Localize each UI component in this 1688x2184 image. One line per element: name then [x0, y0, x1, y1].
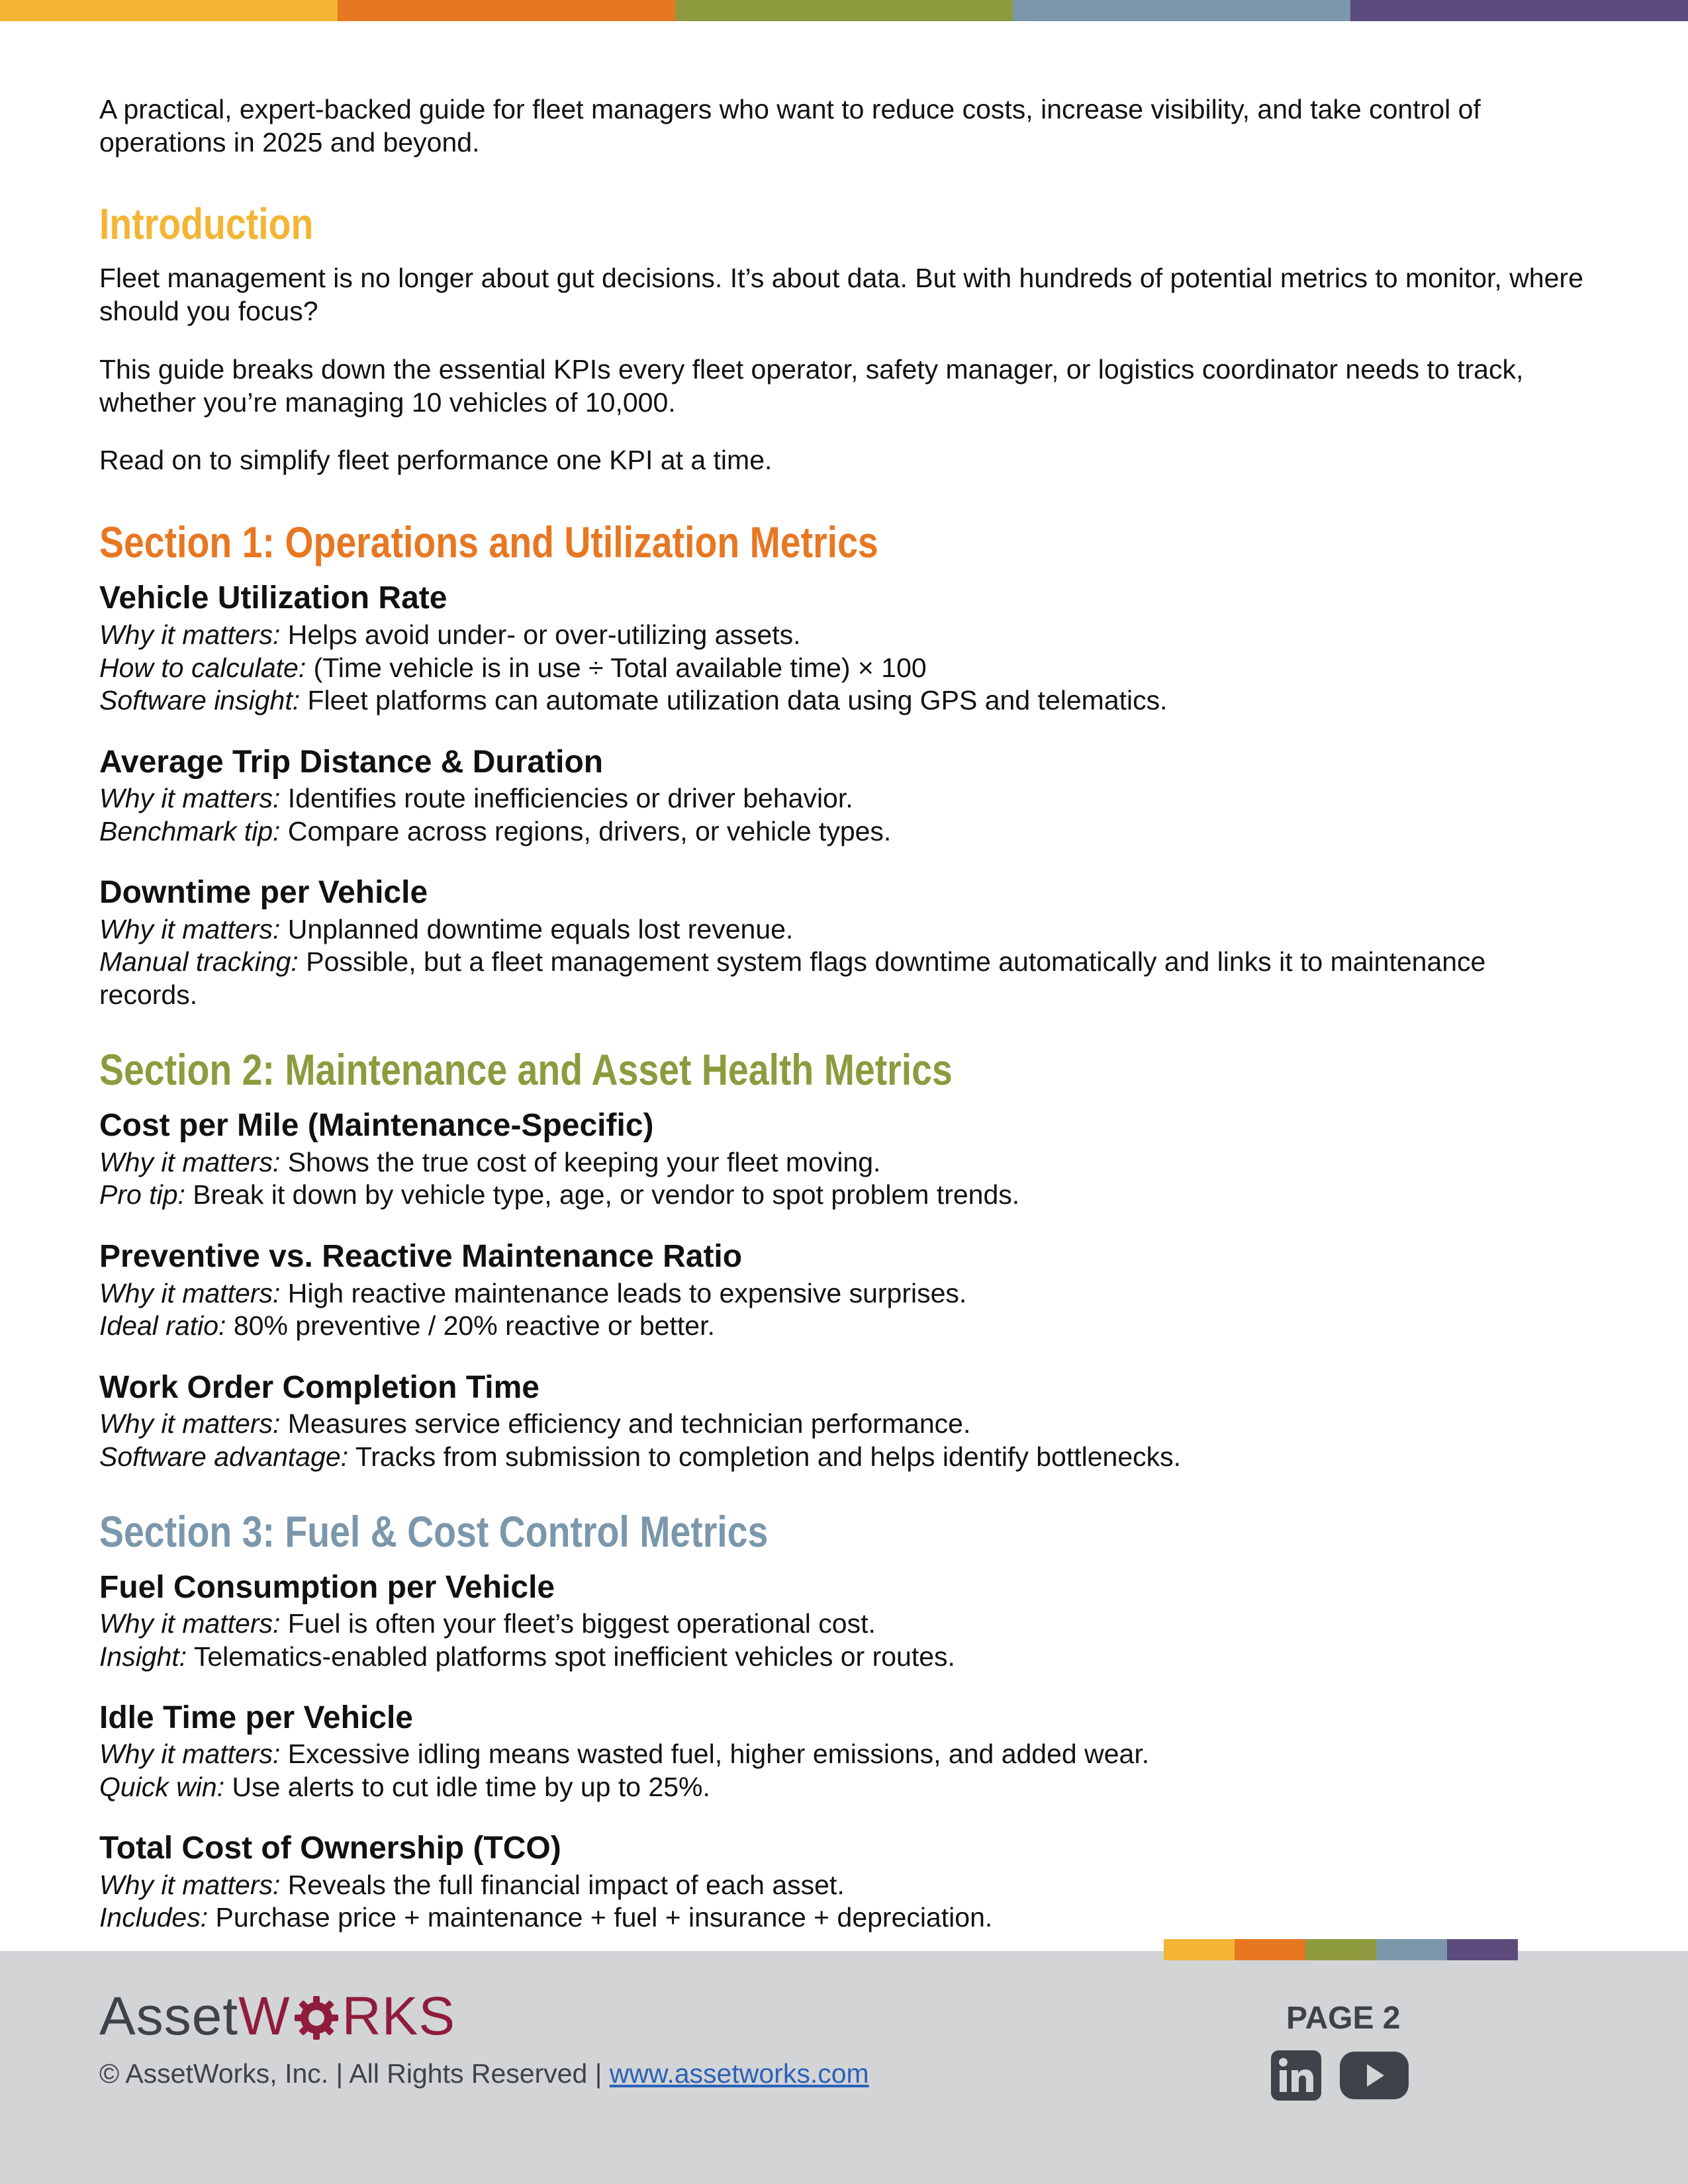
metric-line [99, 1640, 955, 1673]
metric-line-label: Pro tip: [99, 1179, 185, 1210]
metric-line-label: Manual tracking: [99, 946, 299, 977]
copyright-line [99, 2058, 869, 2089]
metric-title: Fuel Consumption per Vehicle [99, 1570, 555, 1605]
metric-line-text: Use alerts to cut idle time by up to 25%. [224, 1772, 710, 1802]
metric-line-label: How to calculate: [99, 653, 306, 683]
website-link[interactable]: www.assetworks.com [609, 2058, 869, 2089]
color-bar-olive [1305, 1939, 1376, 1960]
metric-line-text: Break it down by vehicle type, age, or vendor to spot problem trends. [185, 1179, 1020, 1210]
metric-line [99, 782, 853, 815]
metric-line [99, 1407, 970, 1440]
metric-line [99, 1309, 715, 1342]
metric-line-label: Software advantage: [99, 1441, 349, 1472]
metric-line [99, 1901, 992, 1934]
metric-line-label: Why it matters: [99, 1408, 281, 1439]
metric-line-label: Quick win: [99, 1772, 225, 1802]
metric-line-label: Software insight: [99, 685, 301, 715]
section-2-heading: Section 2: Maintenance and Asset Health Metrics [99, 1045, 953, 1094]
metric-line-label: Insight: [99, 1641, 187, 1672]
metric-title: Average Trip Distance & Duration [99, 745, 604, 780]
intro-text: A practical, expert-backed guide for fleet managers who want to reduce costs, increase visibility, and take control of operations in 2025 and beyond. [99, 94, 1481, 158]
intro-paragraph: Fleet management is no longer about gut decisions. It’s about data. But with hundreds of potential metrics to monitor, where should you focus? [99, 263, 1583, 326]
metric-line [99, 945, 1589, 1011]
metric-line [99, 1607, 876, 1640]
metric-line-text: 80% preventive / 20% reactive or better. [226, 1310, 715, 1341]
metric-title: Cost per Mile (Maintenance-Specific) [99, 1108, 654, 1143]
logo-text-rks: RKS [342, 1986, 456, 2046]
metric-line-text: Telematics-enabled platforms spot inefficient vehicles or routes. [187, 1641, 955, 1672]
color-bar-orange [338, 0, 675, 21]
metric-line [99, 618, 801, 651]
metric-line [99, 1146, 880, 1179]
metric-title: Idle Time per Vehicle [99, 1700, 413, 1735]
metric-line [99, 651, 927, 684]
metric-line-text: Fuel is often your fleet’s biggest operational cost. [280, 1608, 876, 1639]
section-1-heading: Section 1: Operations and Utilization Metrics [99, 518, 878, 567]
footer-color-bar [1164, 1939, 1518, 1960]
color-bar-yellow [1164, 1939, 1235, 1960]
metric-line-text: Reveals the full financial impact of each asset. [280, 1870, 845, 1900]
metric-title: Downtime per Vehicle [99, 875, 428, 910]
metric-title: Total Cost of Ownership (TCO) [99, 1831, 561, 1866]
metric-line [99, 1178, 1019, 1211]
color-bar-yellow [0, 0, 338, 21]
metric-line [99, 1770, 710, 1803]
metric-line [99, 1277, 966, 1310]
metric-title: Vehicle Utilization Rate [99, 580, 447, 615]
intro-paragraph: Read on to simplify fleet performance one KPI at a time. [99, 445, 773, 475]
metric-line-label: Why it matters: [99, 914, 281, 944]
metric-line-label: Why it matters: [99, 1739, 281, 1769]
introduction-heading: Introduction [99, 199, 314, 248]
metric-line-label: Benchmark tip: [99, 816, 281, 846]
metric-line-label: Includes: [99, 1902, 209, 1933]
page-number: PAGE 2 [1286, 2001, 1401, 2036]
copyright-text: © AssetWorks, Inc. | All Rights Reserved | [99, 2058, 610, 2089]
color-bar-slate [1376, 1939, 1447, 1960]
metric-line-text: Identifies route inefficiencies or driver behavior. [280, 783, 853, 813]
metric-line [99, 1440, 1181, 1473]
color-bar-purple [1447, 1939, 1518, 1960]
color-bar-olive [675, 0, 1013, 21]
metric-line-text: Possible, but a fleet management system flags downtime automatically and links it to maintenance records. [99, 946, 1486, 1010]
metric-line [99, 1737, 1149, 1770]
metric-line-text: Helps avoid under- or over-utilizing assets. [280, 619, 801, 650]
linkedin-icon[interactable] [1271, 2050, 1321, 2101]
metric-line-label: Why it matters: [99, 1608, 281, 1639]
metric-line-text: Compare across regions, drivers, or vehicle types. [280, 816, 892, 846]
assetworks-logo [99, 1987, 455, 2046]
youtube-icon[interactable] [1340, 2050, 1409, 2101]
metric-line-text: High reactive maintenance leads to expensive surprises. [280, 1278, 967, 1308]
metric-line-text: Fleet platforms can automate utilization data using GPS and telematics. [300, 685, 1168, 715]
logo-text-asset: Asset [99, 1986, 239, 2046]
logo-text-w: W [238, 1986, 291, 2046]
color-bar-orange [1235, 1939, 1305, 1960]
metric-line-text: Unplanned downtime equals lost revenue. [280, 914, 794, 944]
gear-icon [293, 1995, 340, 2041]
metric-line-label: Why it matters: [99, 1147, 281, 1177]
metric-line-label: Why it matters: [99, 1870, 281, 1900]
metric-line-text: Measures service efficiency and technician performance. [280, 1408, 971, 1439]
metric-line-text: Purchase price + maintenance + fuel + insurance + depreciation. [208, 1902, 993, 1933]
metric-line-text: Tracks from submission to completion and helps identify bottlenecks. [348, 1441, 1182, 1472]
metric-title: Preventive vs. Reactive Maintenance Ratio [99, 1239, 743, 1274]
intro-paragraph: This guide breaks down the essential KPIs every fleet operator, safety manager, or logistics coordinator needs to track, whether you’re managing 10 vehicles of 10,000. [99, 354, 1524, 418]
metric-line [99, 684, 1168, 717]
color-bar-slate [1013, 0, 1350, 21]
metric-line-label: Why it matters: [99, 783, 281, 813]
color-bar-purple [1350, 0, 1688, 21]
metric-line-text: (Time vehicle is in use ÷ Total available time) × 100 [306, 653, 927, 683]
metric-line [99, 1868, 845, 1901]
top-color-bar [0, 0, 1688, 21]
metric-line-label: Ideal ratio: [99, 1310, 226, 1341]
metric-line [99, 913, 793, 946]
metric-title: Work Order Completion Time [99, 1370, 539, 1405]
metric-line-label: Why it matters: [99, 619, 281, 650]
metric-line-text: Excessive idling means wasted fuel, higher emissions, and added wear. [280, 1739, 1150, 1769]
metric-line-label: Why it matters: [99, 1278, 281, 1308]
section-3-heading: Section 3: Fuel & Cost Control Metrics [99, 1507, 769, 1556]
metric-line-text: Shows the true cost of keeping your fleet moving. [280, 1147, 881, 1177]
metric-line [99, 815, 891, 848]
